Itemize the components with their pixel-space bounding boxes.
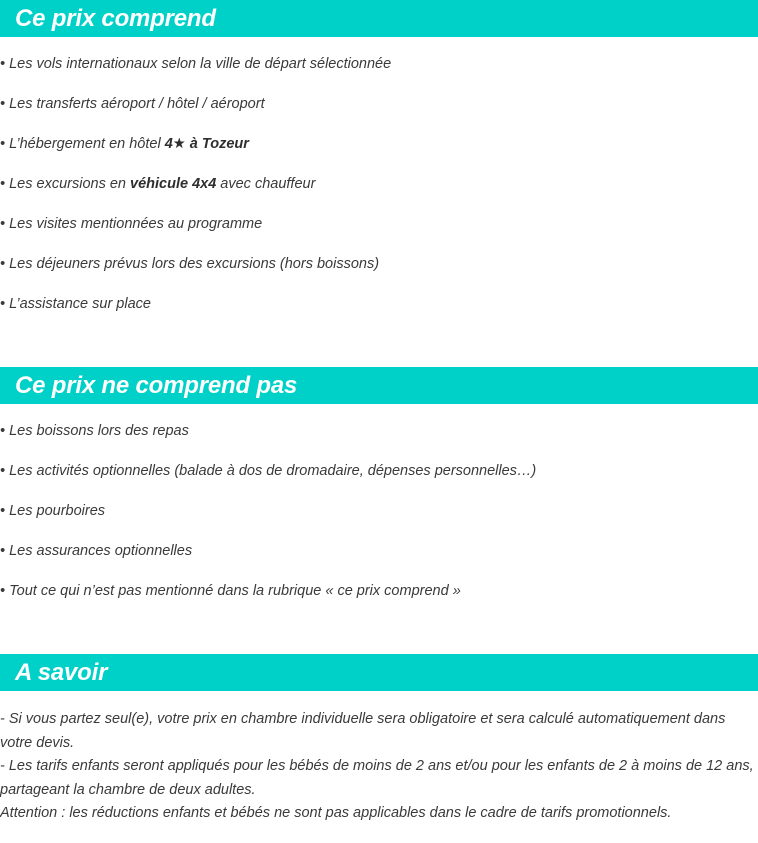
list-item xyxy=(0,94,758,134)
savoir-paragraph: - Les tarifs enfants seront appliqués pour les bébés de moins de 2 ans et/ou pour les enfants de 2 à moins de 12 ans, partageant la chambre de deux adultes. xyxy=(0,758,754,798)
excludes-title: Ce prix ne comprend pas xyxy=(15,371,298,399)
list-item xyxy=(0,214,758,254)
item-text: • Les assurances optionnelles xyxy=(0,543,193,559)
includes-header xyxy=(0,0,758,37)
item-text: • Les transferts aéroport / hôtel / aéroport xyxy=(0,96,265,112)
item-text: • Les activités optionnelles (balade à dos de dromadaire, dépenses personnelles…) xyxy=(0,463,537,479)
list-item xyxy=(0,421,758,461)
list-item xyxy=(0,54,758,94)
includes-title: Ce prix comprend xyxy=(15,4,216,32)
excludes-header xyxy=(0,367,758,404)
item-text: • L’hébergement en hôtel xyxy=(0,136,165,152)
item-bold-text: 4★ à Tozeur xyxy=(164,136,249,152)
includes-section xyxy=(0,0,758,334)
list-item xyxy=(0,581,758,621)
list-item xyxy=(0,174,758,214)
savoir-header xyxy=(0,654,758,691)
savoir-paragraph: Attention : les réductions enfants et bébés ne sont pas applicables dans le cadre de tarifs promotionnels. xyxy=(0,805,672,821)
item-text: • Les excursions en xyxy=(0,176,131,192)
savoir-body xyxy=(0,708,758,826)
list-item xyxy=(0,541,758,581)
item-text: • Les vols internationaux selon la ville de départ sélectionnée xyxy=(0,56,392,72)
includes-list xyxy=(0,54,758,334)
item-bold-text: véhicule 4x4 xyxy=(130,176,217,192)
list-item xyxy=(0,254,758,294)
excludes-list xyxy=(0,421,758,621)
item-text: • Les boissons lors des repas xyxy=(0,423,189,439)
item-text: • Les visites mentionnées au programme xyxy=(0,216,263,232)
list-item xyxy=(0,501,758,541)
item-text: • Tout ce qui n’est pas mentionné dans la rubrique « ce prix comprend » xyxy=(0,583,461,599)
excludes-section xyxy=(0,367,758,621)
item-text: • Les déjeuners prévus lors des excursions (hors boissons) xyxy=(0,256,380,272)
list-item xyxy=(0,294,758,334)
list-item xyxy=(0,461,758,501)
savoir-section xyxy=(0,654,758,826)
item-text: • L’assistance sur place xyxy=(0,296,151,312)
item-text: • Les pourboires xyxy=(0,503,106,519)
item-text-after: avec chauffeur xyxy=(216,176,316,192)
savoir-paragraph: - Si vous partez seul(e), votre prix en chambre individuelle sera obligatoire et sera calculé automatiquement dans votre devis. xyxy=(0,711,726,751)
list-item xyxy=(0,134,758,174)
savoir-title: A savoir xyxy=(15,658,108,686)
